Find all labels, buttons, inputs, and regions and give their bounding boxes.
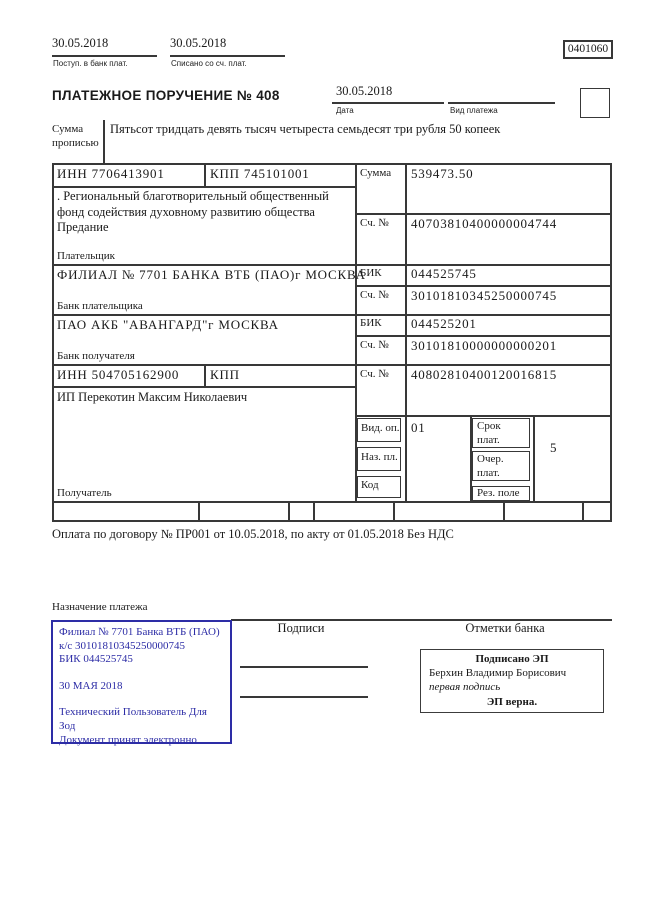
beneficiary-bank-bik-line: [355, 335, 612, 337]
beneficiary-row-bottom-line: [52, 501, 612, 503]
payment-type-label: Вид платежа: [450, 106, 498, 115]
strip-divider-3: [313, 501, 315, 520]
strip-divider-2: [288, 501, 290, 520]
debited-from-account-label: Списано со сч. плат.: [171, 59, 247, 68]
priority-label: Очер. плат.: [477, 453, 504, 479]
beneficiary-bank-row-line: [52, 364, 612, 366]
debited-date-underline: [170, 55, 285, 57]
beneficiary-bank-name: ПАО АКБ "АВАНГАРД"г МОСКВА: [57, 317, 279, 332]
payer-label: Плательщик: [57, 250, 115, 262]
debited-from-account-date: 30.05.2018: [170, 36, 227, 50]
table-border-top: [52, 163, 612, 165]
op-area-divider2: [533, 415, 535, 503]
strip-divider-6: [582, 501, 584, 520]
received-in-bank-date: 30.05.2018: [52, 36, 109, 50]
strip-divider-4: [393, 501, 395, 520]
payer-bank-bik-line: [355, 285, 612, 287]
purpose-code-label: Наз. пл.: [361, 451, 398, 463]
received-in-bank-label: Поступ. в банк плат.: [53, 59, 128, 68]
payer-bank-account-label: Сч. №: [360, 289, 389, 301]
beneficiary-bank-bik-label: БИК: [360, 317, 382, 329]
payer-bank-label: Банк плательщика: [57, 300, 143, 312]
date-underline: [332, 102, 444, 104]
payer-account: 40703810400000004744: [411, 216, 557, 231]
amount-label: Сумма: [360, 167, 392, 179]
form-code: 0401060: [567, 43, 609, 55]
amount-value: 539473.50: [411, 166, 474, 181]
table-border-left: [52, 163, 54, 522]
beneficiary-bank-label: Банк получателя: [57, 350, 135, 362]
date-label: Дата: [336, 106, 354, 115]
table-border-bottom: [52, 520, 612, 522]
beneficiary-inn-kpp-divider: [204, 364, 206, 388]
beneficiary-bank-bik: 044525201: [411, 316, 477, 331]
signer-name: Берхин Владимир Борисович: [429, 667, 567, 680]
document-title: ПЛАТЕЖНОЕ ПОРУЧЕНИЕ № 408: [52, 88, 280, 103]
op-type-value: 01: [411, 420, 426, 435]
payer-name: . Региональный благотворительный общественный фонд содействия духовному развитию общества Предание: [57, 189, 329, 234]
beneficiary-name: ИП Перекотин Максим Николаевич: [57, 390, 248, 404]
reserve-field-label: Рез. поле: [477, 487, 520, 499]
beneficiary-account: 40802810400120016815: [411, 367, 557, 382]
form-code-box: [563, 40, 613, 59]
payment-purpose-text: Оплата по договору № ПР001 от 10.05.2018, по акту от 01.05.2018 Без НДС: [52, 527, 454, 541]
table-border-right: [610, 163, 612, 522]
payer-inn: ИНН 7706413901: [57, 166, 165, 181]
amount-in-words-value: Пятьсот тридцать девять тысяч четыреста семьдесят три рубля 50 копеек: [110, 122, 501, 136]
beneficiary-account-label: Сч. №: [360, 368, 389, 380]
beneficiary-bank-account: 30101810000000000201: [411, 338, 557, 353]
payer-bank-row-line: [52, 314, 612, 316]
amount-account-line: [355, 213, 612, 215]
stamp-accepted-note: Документ принят электронно: [59, 733, 197, 746]
op-area-top-line: [355, 415, 612, 417]
stamp-user: Технический Пользователь Для Зод: [59, 706, 207, 732]
beneficiary-label: Получатель: [57, 487, 112, 499]
signatures-label: Подписи: [277, 621, 325, 635]
payer-kpp: КПП 745101001: [210, 166, 310, 181]
payer-row-line: [52, 264, 612, 266]
bank-electronic-stamp: [51, 620, 232, 744]
stamp-bik: БИК 044525745: [59, 653, 133, 666]
payer-bank-bik-label: БИК: [360, 267, 382, 279]
payment-type-underline: [448, 102, 555, 104]
received-date-underline: [52, 55, 157, 57]
payment-purpose-label: Назначение платежа: [52, 601, 148, 613]
strip-divider-1: [198, 501, 200, 520]
beneficiary-bank-account-label: Сч. №: [360, 339, 389, 351]
beneficiary-inn: ИНН 504705162900: [57, 367, 180, 382]
due-date-label: Срок плат.: [477, 420, 501, 446]
signature-kind: первая подпись: [429, 681, 501, 694]
payer-bank-bik: 044525745: [411, 266, 477, 281]
beneficiary-kpp: КПП: [210, 367, 240, 382]
priority-value: 5: [550, 440, 558, 455]
signature-line-1: [240, 666, 368, 668]
bank-marks-label: Отметки банка: [465, 621, 545, 635]
payer-account-label: Сч. №: [360, 217, 389, 229]
amount-in-words-divider: [103, 120, 105, 164]
payer-bank-account: 30101810345250000745: [411, 288, 557, 303]
stamp-corr-account: к/с 30101810345250000745: [59, 639, 186, 652]
payment-type-checkbox: [580, 88, 610, 118]
signature-line-2: [240, 696, 368, 698]
op-type-label: Вид. оп.: [361, 422, 400, 434]
code-label: Код: [361, 479, 379, 491]
payer-bank-name: ФИЛИАЛ № 7701 БАНКА ВТБ (ПАО)г МОСКВА: [57, 267, 366, 282]
stamp-date: 30 МАЯ 2018: [59, 679, 123, 692]
document-date: 30.05.2018: [336, 84, 393, 98]
signed-ep-title: Подписано ЭП: [475, 653, 549, 665]
signature-verification-stamp: [420, 649, 604, 713]
signature-valid-note: ЭП верна.: [486, 695, 538, 708]
stamp-bank-name: Филиал № 7701 Банка ВТБ (ПАО): [59, 626, 220, 638]
payer-inn-kpp-divider: [204, 163, 206, 188]
amount-in-words-label: Сумма прописью: [52, 123, 99, 149]
strip-divider-5: [503, 501, 505, 520]
